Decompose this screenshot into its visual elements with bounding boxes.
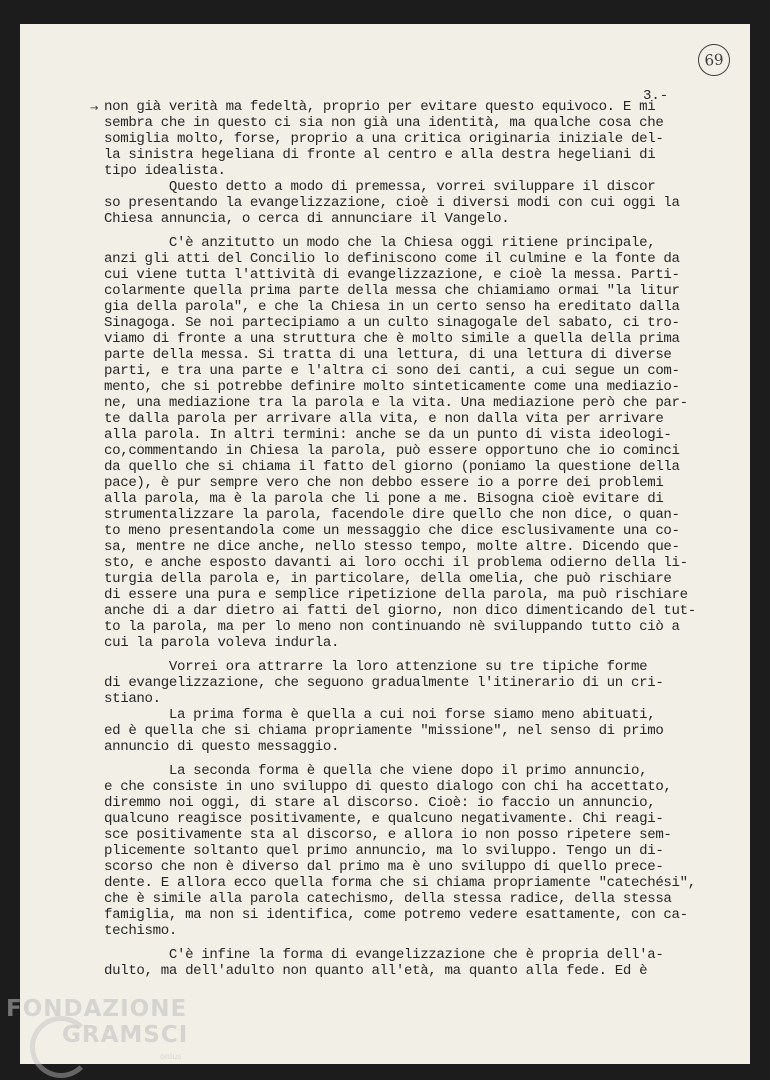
text-line: mento, che si potrebbe definire molto sinteticamente come una mediazio-	[104, 379, 680, 395]
text-line: da quello che si chiama il fatto del giorno (poniamo la questione della	[104, 459, 680, 475]
text-line: la sinistra hegeliana di fronte al centro e alla destra hegeliani di	[104, 147, 656, 163]
text-line: diremmo noi oggi, di stare al discorso. Cioè: io faccio un annuncio,	[104, 795, 656, 811]
paragraph-gap	[104, 227, 732, 235]
text-line: non già verità ma fedeltà, proprio per evitare questo equivoco. E mi	[104, 99, 656, 115]
text-line: tipo idealista.	[104, 163, 226, 179]
text-line: cui la parola voleva indurla.	[104, 635, 340, 651]
text-line: co,commentando in Chiesa la parola, può essere opportuno che io cominci	[104, 443, 680, 459]
text-line: alla parola, ma è la parola che li pone a me. Bisogna cioè evitare di	[104, 491, 664, 507]
text-line: to la parola, ma per lo meno non continuando nè sviluppando tutto ciò a	[104, 619, 680, 635]
text-line: parti, e tra una parte e l'altra ci sono dei canti, a cui segue un com-	[104, 363, 680, 379]
text-line: Vorrei ora attrarre la loro attenzione su tre tipiche forme	[104, 659, 648, 675]
text-line: te dalla parola per arrivare alla vita, e non dalla vita per arrivare	[104, 411, 664, 427]
text-line: so presentando la evangelizzazione, cioè i diversi modi con cui oggi la	[104, 195, 680, 211]
text-line: annuncio di questo messaggio.	[104, 739, 340, 755]
text-line: La prima forma è quella a cui noi forse siamo meno abituati,	[104, 707, 656, 723]
paragraph-gap	[104, 651, 732, 659]
text-line: e che consiste in uno sviluppo di questo dialogo con chi ha accettato,	[104, 779, 672, 795]
text-line: C'è infine la forma di evangelizzazione che è propria dell'a-	[104, 947, 664, 963]
watermark-small: onlus	[160, 1052, 182, 1061]
paragraph-gap	[104, 755, 732, 763]
watermark	[6, 996, 189, 1048]
text-line: Chiesa annuncia, o cerca di annunciare il Vangelo.	[104, 211, 510, 227]
text-line: Questo detto a modo di premessa, vorrei sviluppare il discor	[104, 179, 656, 195]
paragraph-gap	[104, 939, 732, 947]
text-line: sce positivamente sta al discorso, e allora io non posso ripetere sem-	[104, 827, 672, 843]
text-line: famiglia, ma non si identifica, come potremo vedere esattamente, con ca-	[104, 907, 688, 923]
watermark-line-2: GRAMSCI	[62, 1022, 189, 1048]
text-line: viamo di fronte a una struttura che è molto simile a quella della prima	[104, 331, 680, 347]
text-line: techismo.	[104, 923, 177, 939]
text-line: qualcuno reagisce positivamente, e qualcuno negativamente. Chi reagi-	[104, 811, 664, 827]
text-line: anche di a dar dietro ai fatti del giorno, non dico dimenticando del tut-	[104, 603, 696, 619]
text-line: Sinagoga. Se noi partecipiamo a un culto sinagogale del sabato, ci tro-	[104, 315, 680, 331]
text-line: to meno presentandola come un messaggio che dice esclusivamente una co-	[104, 523, 680, 539]
text-line: gia della parola", e che la Chiesa in un certo senso ha ereditato dalla	[104, 299, 680, 315]
text-line: ed è quella che si chiama propriamente "missione", nel senso di primo	[104, 723, 664, 739]
text-line: alla parola. In altri termini: anche se da un punto di vista ideologi-	[104, 427, 672, 443]
text-line: turgia della parola e, in particolare, della omelia, che può rischiare	[104, 571, 672, 587]
margin-arrow-icon: →	[90, 103, 99, 114]
text-line: di essere una pura e semplice ripetizione della parola, ma può rischiare	[104, 587, 688, 603]
folio-stamp: 69	[697, 43, 731, 77]
watermark-line-1: FONDAZIONE	[6, 996, 188, 1022]
text-line: sto, e anche esposto davanti ai loro occhi il problema odierno della li-	[104, 555, 688, 571]
text-line: dente. E allora ecco quella forma che si chiama propriamente "catechési",	[104, 875, 696, 891]
text-line: parte della messa. Si tratta di una lettura, di una lettura di diverse	[104, 347, 672, 363]
text-line: che è simile alla parola catechismo, della stessa radice, della stessa	[104, 891, 672, 907]
text-line: colarmente quella prima parte della messa che chiamiamo ormai "la litur	[104, 283, 680, 299]
text-line: La seconda forma è quella che viene dopo il primo annuncio,	[104, 763, 648, 779]
text-line: cui viene tutta l'attività di evangelizzazione, e cioè la messa. Parti-	[104, 267, 680, 283]
text-line: strumentalizzare la parola, facendole dire quello che non dice, o quan-	[104, 507, 680, 523]
text-line: sembra che in questo ci sia non già una identità, ma qualche cosa che	[104, 115, 664, 131]
text-line: ne, una mediazione tra la parola e la vita. Una mediazione però che par-	[104, 395, 688, 411]
page-number: 3.-	[643, 88, 669, 104]
text-line: pace), è pur sempre vero che non debbo essere io a porre dei problemi	[104, 475, 664, 491]
text-line: anzi gli atti del Concilio lo definiscono come il culmine e la fonte da	[104, 251, 680, 267]
text-line: C'è anzitutto un modo che la Chiesa oggi ritiene principale,	[104, 235, 656, 251]
text-line: plicemente soltanto quel primo annuncio, ma lo sviluppo. Tengo un di-	[104, 843, 664, 859]
text-line: di evangelizzazione, che seguono gradualmente l'itinerario di un cri-	[104, 675, 664, 691]
text-line: scorso che non è diverso dal primo ma è uno sviluppo di quello prece-	[104, 859, 664, 875]
typed-text-body	[104, 99, 732, 979]
text-line: sa, mentre ne dice anche, nello stesso tempo, molte altre. Dicendo que-	[104, 539, 680, 555]
text-line: dulto, ma dell'adulto non quanto all'età, ma quanto alla fede. Ed è	[104, 963, 648, 979]
text-line: somiglia molto, forse, proprio a una critica originaria iniziale del-	[104, 131, 664, 147]
text-line: stiano.	[104, 691, 161, 707]
